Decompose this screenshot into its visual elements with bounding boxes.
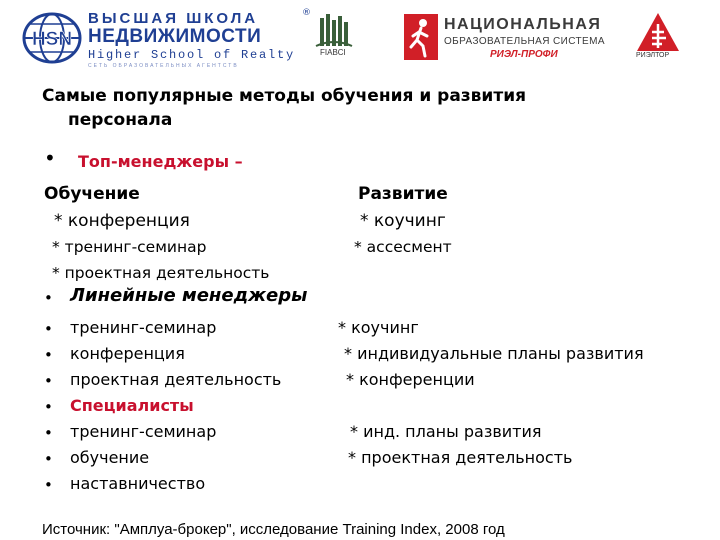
- globe-icon: [22, 12, 82, 64]
- list-bullet: •: [44, 320, 53, 338]
- nos-line2: ОБРАЗОВАТЕЛЬНАЯ СИСТЕМА: [444, 36, 605, 47]
- rgr-emblem-icon: [636, 12, 680, 52]
- hsn-line3: Higher School of Realty: [88, 48, 296, 62]
- list-item-left: Линейные менеджеры: [70, 285, 308, 306]
- list-item-right: * конференции: [346, 370, 475, 389]
- rgr-text: РИЭЛТОР: [636, 52, 670, 59]
- list-item-right: * коучинг: [338, 318, 419, 337]
- list-item-left: наставничество: [70, 474, 206, 493]
- nos-logo: [404, 14, 604, 62]
- running-man-icon: [404, 14, 438, 60]
- fiabci-logo: [310, 12, 358, 60]
- hsn-line1: ВЫСШАЯ ШКОЛА: [88, 10, 259, 27]
- nos-line1: НАЦИОНАЛЬНАЯ: [444, 16, 602, 33]
- top-managers-label: Топ-менеджеры –: [78, 152, 243, 171]
- hsn-line2: НЕДВИЖИМОСТИ: [88, 26, 262, 47]
- rgr-logo: [628, 12, 688, 62]
- list-item-left: конференция: [70, 344, 185, 363]
- list-item-left: Специалисты: [70, 396, 194, 415]
- hsn-line4: СЕТЬ ОБРАЗОВАТЕЛЬНЫХ АГЕНТСТВ: [88, 63, 239, 69]
- list-bullet: •: [44, 372, 53, 390]
- list-item-left: тренинг-семинар: [70, 422, 217, 441]
- hsn-monogram: HSN: [31, 29, 73, 50]
- list-bullet: •: [44, 398, 53, 416]
- top-development-item: * коучинг: [360, 211, 446, 231]
- list-item-right: * индивидуальные планы развития: [344, 344, 644, 363]
- top-training-item: * проектная деятельность: [52, 264, 270, 282]
- nos-line3: РИЭЛ-ПРОФИ: [490, 49, 558, 60]
- list-bullet: •: [44, 289, 53, 307]
- column-training-header: Обучение: [44, 184, 140, 204]
- list-item-left: тренинг-семинар: [70, 318, 217, 337]
- top-training-item: * конференция: [54, 211, 190, 231]
- column-development-header: Развитие: [358, 184, 448, 204]
- fiabci-text: FIABCI: [320, 48, 346, 57]
- page-title-line2: персонала: [68, 110, 173, 130]
- list-bullet: •: [44, 424, 53, 442]
- source-note: Источник: "Амплуа-брокер", исследование Training Index, 2008 год: [42, 521, 505, 538]
- list-item-right: * проектная деятельность: [348, 448, 573, 467]
- list-bullet: •: [44, 450, 53, 468]
- top-managers-bullet: •: [44, 146, 56, 170]
- list-bullet: •: [44, 346, 53, 364]
- list-item-left: проектная деятельность: [70, 370, 282, 389]
- list-bullet: •: [44, 476, 53, 494]
- hsn-logo: [22, 8, 311, 69]
- list-item-right: * инд. планы развития: [350, 422, 542, 441]
- hsn-registered: ®: [302, 8, 311, 18]
- top-development-item: * ассесмент: [354, 238, 452, 256]
- top-training-item: * тренинг-семинар: [52, 238, 207, 256]
- list-item-left: обучение: [70, 448, 150, 467]
- page-title-line1: Самые популярные методы обучения и развития: [42, 86, 527, 106]
